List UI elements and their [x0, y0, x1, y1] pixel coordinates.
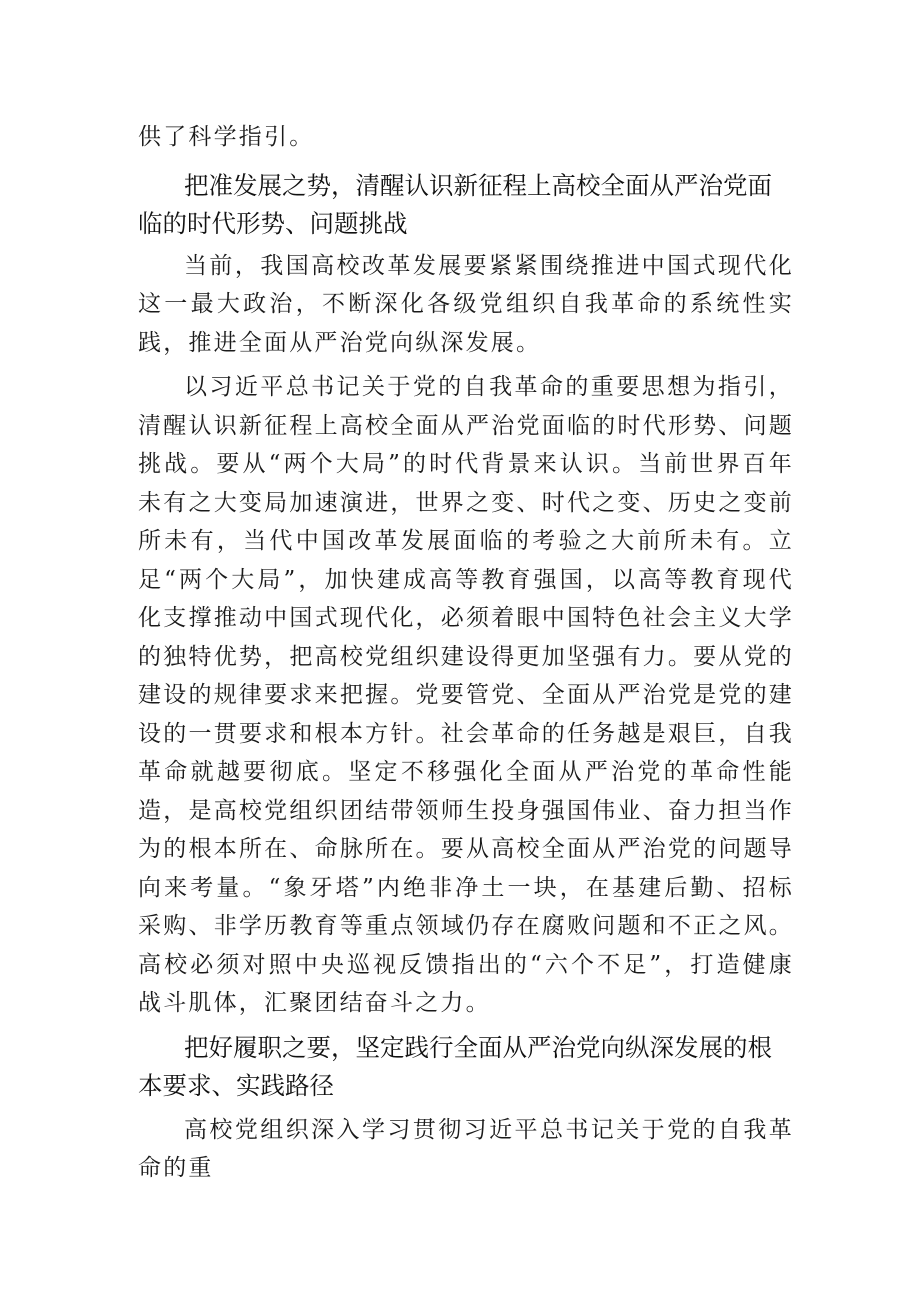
- section-heading-2: 把好履职之要，坚定践行全面从严治党向纵深发展的根本要求、实践路径: [138, 1032, 772, 1100]
- section2-paragraph-1: 高校党组织深入学习贯彻习近平总书记关于党的自我革命的重: [138, 1116, 794, 1181]
- continuation-paragraph: 供了科学指引。: [138, 124, 315, 150]
- section-heading-1: 把准发展之势，清醒认识新征程上高校全面从严治党面临的时代形势、问题挑战: [138, 170, 772, 238]
- document-body: [138, 118, 794, 1188]
- section1-paragraph-2: 以习近平总书记关于党的自我革命的重要思想为指引，清醒认识新征程上高校全面从严治党面临的时代形势、问题挑战。要从“两个大局”的时代背景来认识。当前世界百年未有之大变局加速演进，世界之变、时代之变、历史之变前所未有，当代中国改革发展面临的考验之大前所未有。立足“两个大局”，加快建成高等教育强国，以高等教育现代化支撑推动中国式现代化，必须着眼中国特色社会主义大学的独特优势，把高校党组织建设得更加坚强有力。要从党的建设的规律要求来把握。党要管党、全面从严治党是党的建设的一贯要求和根本方针。社会革命的任务越是艰巨，自我革命就越要彻底。坚定不移强化全面从严治党的革命性能造，是高校党组织团结带领师生投身强国伟业、奋力担当作为的根本所在、命脉所在。要从高校全面从严治党的问题导向来考量。“象牙塔”内绝非净土一块，在基建后勤、招标采购、非学历教育等重点领域仍存在腐败问题和不正之风。高校必须对照中央巡视反馈指出的“六个不足”，打造健康战斗肌体，汇聚团结奋斗之力。: [138, 374, 794, 1016]
- section1-paragraph-1: 当前，我国高校改革发展要紧紧围绕推进中国式现代化这一最大政治，不断深化各级党组织自我革命的系统性实践，推进全面从严治党向纵深发展。: [138, 252, 794, 356]
